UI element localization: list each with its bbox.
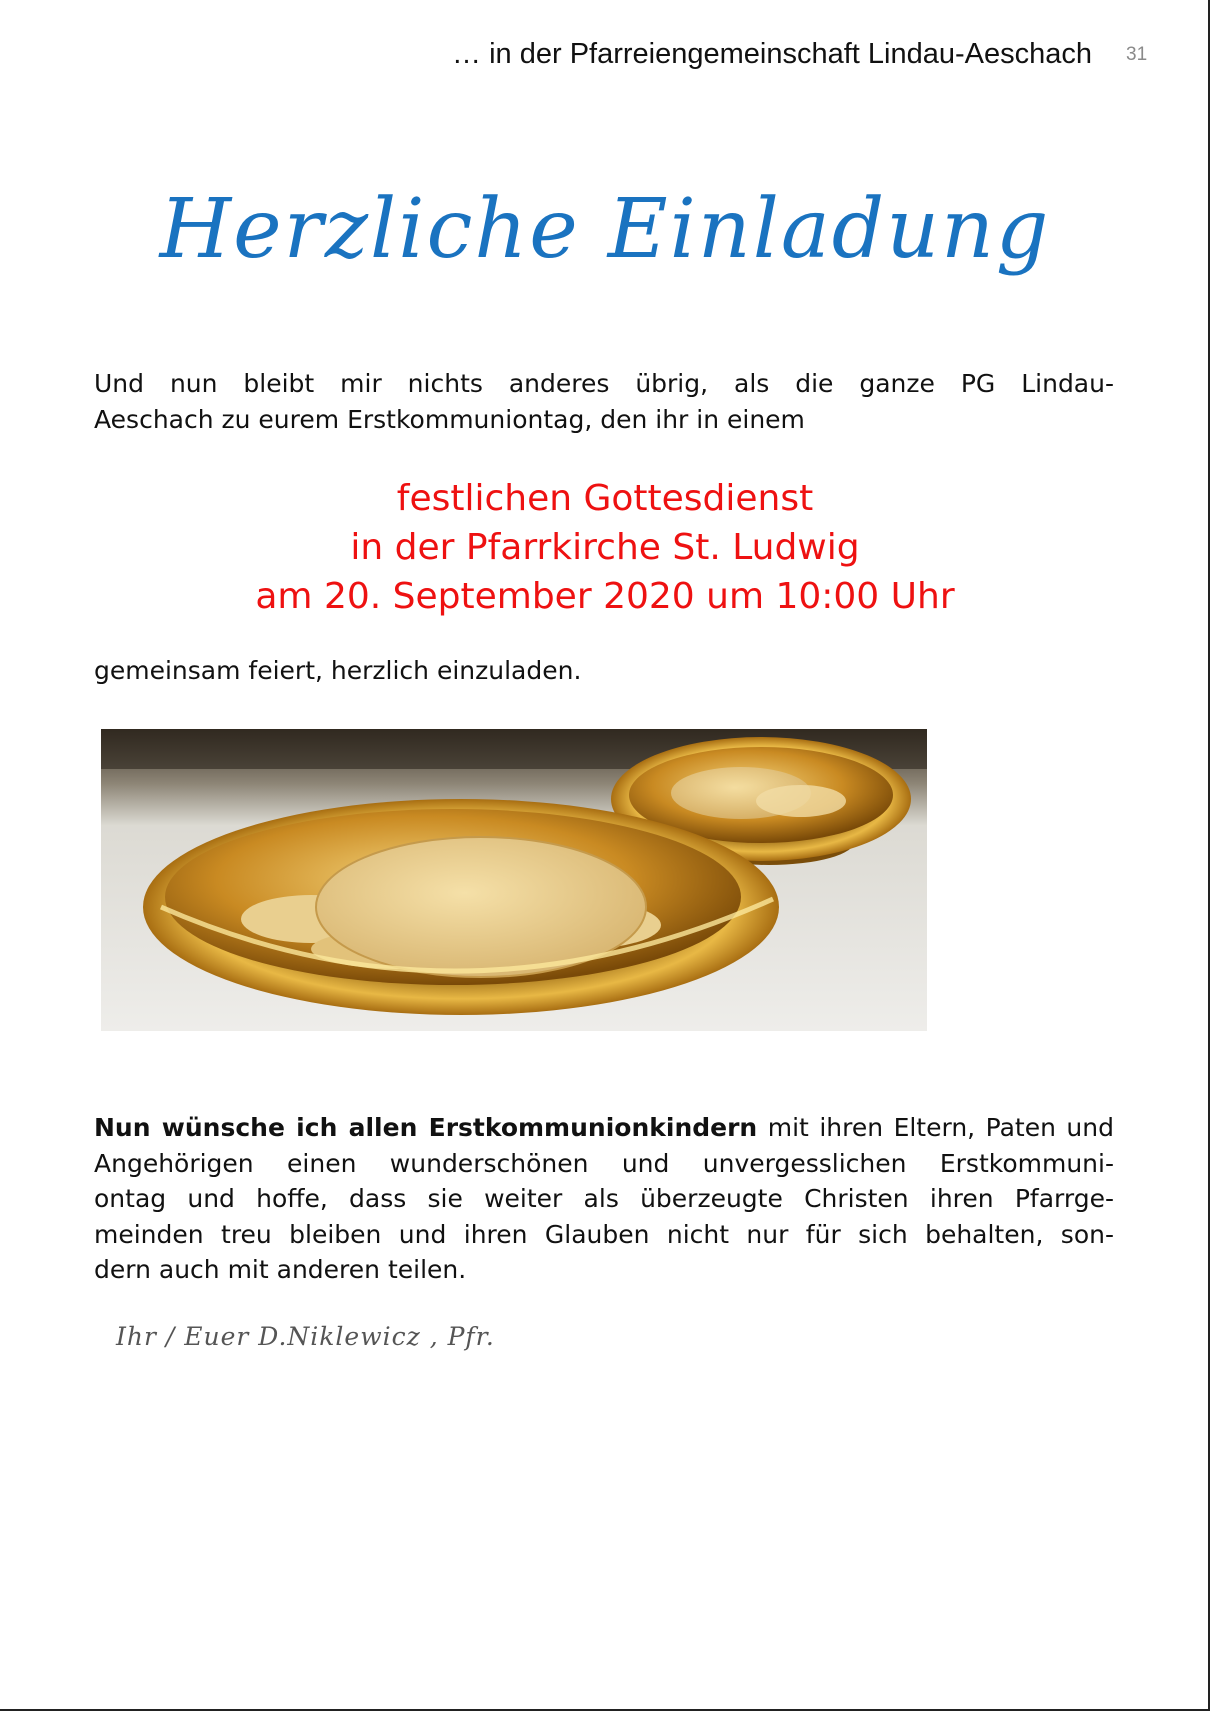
intro-line: Und nun bleibt mir nichts anderes übrig, als die ganze PG Lindau-	[94, 369, 1114, 398]
wishes-emphasis: Nun wünsche ich allen Erstkommunionkindern	[94, 1113, 758, 1142]
closing-sentence: gemeinsam feiert, herzlich einzuladen.	[94, 656, 582, 685]
running-header: … in der Pfarreiengemeinschaft Lindau-Aeschach	[452, 38, 1092, 70]
intro-line: Aeschach zu eurem Erstkommuniontag, den ihr in einem	[94, 405, 805, 434]
wishes-paragraph	[94, 1110, 1114, 1288]
wishes-line	[94, 1110, 1114, 1146]
wishes-line: ontag und hoffe, dass sie weiter als überzeugte Christen ihren Pfarrge-	[94, 1184, 1114, 1213]
event-details	[0, 474, 1210, 621]
wishes-line: meinden treu bleiben und ihren Glauben nicht nur für sich behalten, son-	[94, 1219, 1114, 1249]
communion-paten-image-svg	[101, 729, 927, 1031]
communion-paten-image	[101, 729, 927, 1031]
wishes-line: Angehörigen einen wunderschönen und unvergesslichen Erstkommuni-	[94, 1148, 1114, 1178]
signature: Ihr / Euer D.Niklewicz , Pfr.	[116, 1322, 495, 1351]
wishes-line-rest: mit ihren Eltern, Paten und	[757, 1113, 1114, 1142]
page-number: 31	[1126, 44, 1148, 65]
event-service: festlichen Gottesdienst	[396, 478, 814, 519]
intro-paragraph	[94, 366, 1114, 438]
page-title: Herzliche Einladung	[159, 182, 1051, 277]
wishes-line: dern auch mit anderen teilen.	[94, 1255, 467, 1284]
event-date-time: am 20. September 2020 um 10:00 Uhr	[255, 576, 955, 617]
event-location: in der Pfarrkirche St. Ludwig	[350, 527, 860, 568]
